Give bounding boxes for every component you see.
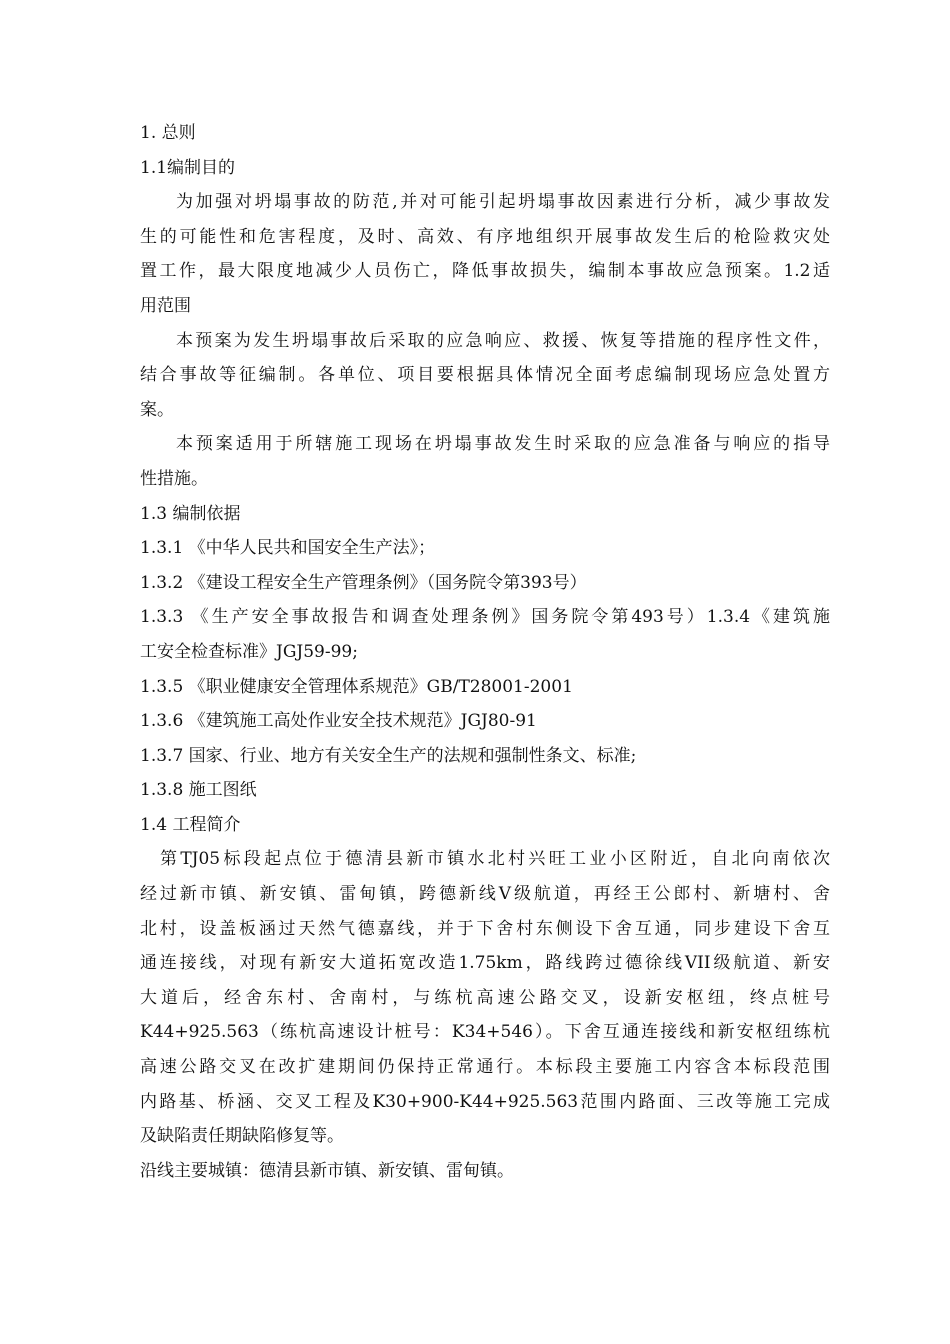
heading-purpose: 1.1编制目的: [140, 157, 236, 178]
paragraph-line: 北村，设盖板涵过天然气德嘉线，并于下舍村东侧设下舍互通，同步建设下舍互: [140, 918, 830, 939]
heading-project-intro: 1.4 工程简介: [140, 814, 241, 835]
basis-item: 1.3.5 《职业健康安全管理体系规范》GB/T28001-2001: [140, 676, 573, 697]
paragraph-line: 内路基、桥涵、交叉工程及K30+900-K44+925.563范围内路面、三改等施工完成: [140, 1091, 830, 1112]
paragraph-line: 本预案适用于所辖施工现场在坍塌事故发生时采取的应急准备与响应的指导: [176, 434, 830, 455]
heading-basis: 1.3 编制依据: [140, 503, 241, 524]
paragraph-line: K44+925.563（练杭高速设计桩号：K34+546）。下舍互通连接线和新安枢纽练杭: [140, 1022, 830, 1043]
paragraph-line: 生的可能性和危害程度，及时、高效、有序地组织开展事故发生后的枪险救灾处: [140, 226, 830, 247]
paragraph-line: 本预案为发生坍塌事故后采取的应急响应、救援、恢复等措施的程序性文件，: [176, 330, 830, 351]
paragraph-line: 结合事故等征编制。各单位、项目要根据具体情况全面考虑编制现场应急处置方: [140, 365, 830, 386]
document-page: [140, 116, 830, 1188]
paragraph-line: 用范围: [140, 295, 191, 316]
paragraph-line: 通连接线，对现有新安大道拓宽改造1.75km，路线跨过德徐线VII级航道、新安: [140, 953, 830, 974]
paragraph-line: 性措施。: [140, 468, 208, 489]
basis-item: 1.3.2 《建设工程安全生产管理条例》（国务院令第393号）: [140, 572, 587, 593]
paragraph-line: 沿线主要城镇：德清县新市镇、新安镇、雷甸镇。: [140, 1160, 514, 1181]
paragraph-line: 为加强对坍塌事故的防范,并对可能引起坍塌事故因素进行分析，减少事故发: [176, 192, 830, 213]
heading-general: 1. 总则: [140, 123, 196, 143]
basis-item: 1.3.8 施工图纸: [140, 780, 257, 801]
paragraph-line: 及缺陷责任期缺陷修复等。: [140, 1126, 344, 1147]
basis-item: 1.3.1 《中华人民共和国安全生产法》；: [140, 538, 436, 559]
paragraph-line: 第TJ05标段起点位于德清县新市镇水北村兴旺工业小区附近，自北向南依次: [160, 849, 830, 870]
paragraph-line: 案。: [140, 399, 174, 420]
paragraph-line: 高速公路交叉在改扩建期间仍保持正常通行。本标段主要施工内容含本标段范围: [140, 1057, 830, 1078]
basis-item: 1.3.7 国家、行业、地方有关安全生产的法规和强制性条文、标准;: [140, 745, 637, 766]
basis-item: 1.3.3 《生产安全事故报告和调查处理条例》国务院令第493号）1.3.4《建筑施: [140, 607, 830, 628]
basis-item: 1.3.6 《建筑施工高处作业安全技术规范》JGJ80-91: [140, 711, 537, 732]
basis-item: 工安全检查标准》JGJ59-99;: [140, 641, 358, 662]
paragraph-line: 大道后，经舍东村、舍南村，与练杭高速公路交叉，设新安枢纽，终点桩号: [140, 987, 830, 1008]
paragraph-line: 经过新市镇、新安镇、雷甸镇，跨德新线V级航道，再经王公郎村、新塘村、舍: [140, 884, 830, 905]
paragraph-line: 置工作，最大限度地减少人员伤亡，降低事故损失，编制本事故应急预案。1.2适: [140, 261, 830, 282]
